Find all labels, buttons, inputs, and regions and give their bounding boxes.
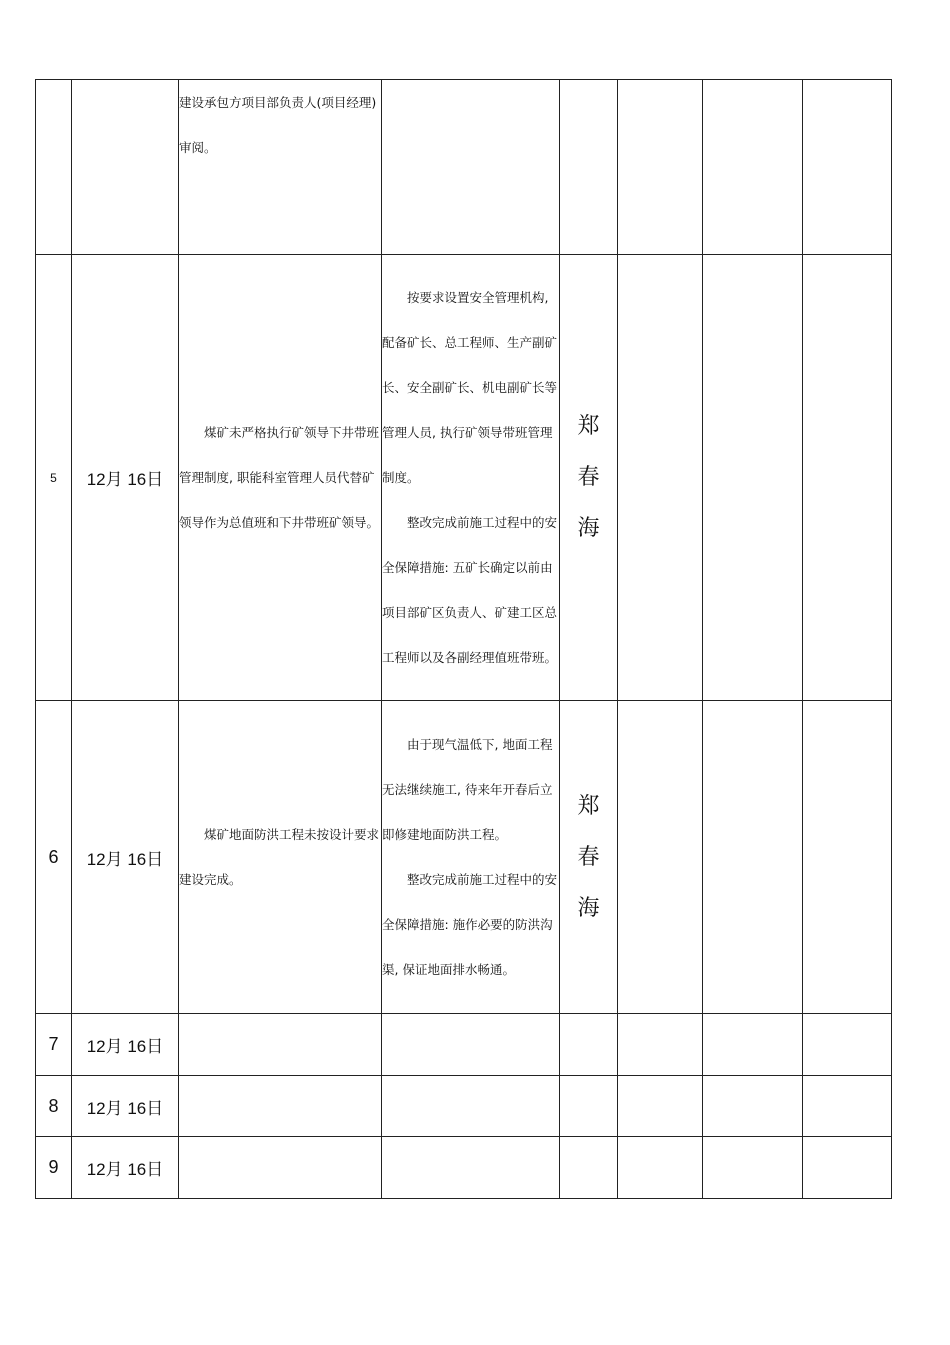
empty-cell <box>803 701 892 1014</box>
responsible-char: 春 <box>577 844 600 870</box>
row-date: 12月 16日 <box>72 1014 179 1076</box>
row-date: 12月 16日 <box>72 701 179 1014</box>
responsible-char: 海 <box>577 516 600 541</box>
measures-cell <box>382 1014 560 1076</box>
table-row <box>36 701 892 1014</box>
empty-cell <box>618 255 703 701</box>
empty-cell <box>803 80 892 255</box>
empty-cell <box>703 255 803 701</box>
table-row <box>36 1076 892 1137</box>
empty-cell <box>618 1014 703 1076</box>
empty-cell <box>703 1137 803 1199</box>
measure-text: 整改完成前施工过程中的安全保障措施: 施作必要的防洪沟渠, 保证地面排水畅通。 <box>382 872 558 977</box>
empty-cell <box>803 1076 892 1137</box>
empty-cell <box>803 1137 892 1199</box>
empty-cell <box>618 80 703 255</box>
empty-cell <box>703 1014 803 1076</box>
measures-cell <box>382 255 560 701</box>
row-number: 6 <box>36 701 72 1014</box>
empty-cell <box>703 80 803 255</box>
table-row <box>36 255 892 701</box>
table-row <box>36 80 892 255</box>
problem-text: 建设承包方项目部负责人(项目经理)审阅。 <box>179 95 377 155</box>
problem-cell <box>179 255 382 701</box>
responsible-char: 海 <box>577 895 600 921</box>
row-date <box>72 80 179 255</box>
empty-cell <box>803 1014 892 1076</box>
table-row <box>36 1014 892 1076</box>
empty-cell <box>618 1076 703 1137</box>
responsible-cell <box>560 80 618 255</box>
responsible-char: 春 <box>577 465 600 490</box>
responsible-cell <box>560 1014 618 1076</box>
problem-text: 煤矿地面防洪工程未按设计要求建设完成。 <box>179 827 380 887</box>
problem-cell <box>179 1014 382 1076</box>
empty-cell <box>618 701 703 1014</box>
empty-cell <box>803 255 892 701</box>
problem-text: 煤矿未严格执行矿领导下井带班管理制度, 职能科室管理人员代替矿领导作为总值班和下井带班矿领导。 <box>179 425 380 530</box>
measures-cell <box>382 701 560 1014</box>
measures-cell <box>382 1137 560 1199</box>
row-number <box>36 80 72 255</box>
measure-text: 由于现气温低下, 地面工程无法继续施工, 待来年开春后立即修建地面防洪工程。 <box>382 737 553 842</box>
measure-text: 按要求设置安全管理机构, 配备矿长、总工程师、生产副矿长、安全副矿长、机电副矿长等管理人员, 执行矿领导带班管理制度。 <box>382 290 558 485</box>
problem-cell <box>179 1076 382 1137</box>
row-date: 12月 16日 <box>72 1137 179 1199</box>
row-number: 7 <box>36 1014 72 1076</box>
responsible-char: 郑 <box>577 793 600 819</box>
row-date: 12月 16日 <box>72 255 179 701</box>
measures-cell <box>382 1076 560 1137</box>
responsible-cell <box>560 1137 618 1199</box>
empty-cell <box>618 1137 703 1199</box>
responsible-cell <box>560 1076 618 1137</box>
responsible-char: 郑 <box>577 414 600 439</box>
rectification-table <box>35 79 892 1199</box>
problem-cell <box>179 701 382 1014</box>
row-number: 8 <box>36 1076 72 1137</box>
problem-cell <box>179 80 382 255</box>
measures-cell <box>382 80 560 255</box>
row-number: 9 <box>36 1137 72 1199</box>
empty-cell <box>703 701 803 1014</box>
empty-cell <box>703 1076 803 1137</box>
row-date: 12月 16日 <box>72 1076 179 1137</box>
problem-cell <box>179 1137 382 1199</box>
responsible-cell <box>560 255 618 701</box>
responsible-cell <box>560 701 618 1014</box>
table-row <box>36 1137 892 1199</box>
row-number: 5 <box>36 255 72 701</box>
measure-text: 整改完成前施工过程中的安全保障措施: 五矿长确定以前由项目部矿区负责人、矿建工区总工程师以及各副经理值班带班。 <box>382 515 558 665</box>
